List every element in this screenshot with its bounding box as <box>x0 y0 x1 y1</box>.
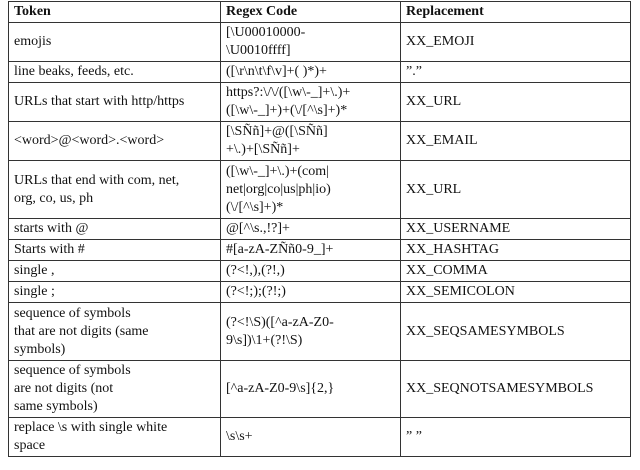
token-cell: single , <box>9 261 221 282</box>
table-row <box>9 361 631 418</box>
token-cell: sequence of symbols are not digits (not same symbols) <box>9 361 221 418</box>
regex-cell: #[a-zA-ZÑñ0-9_]+ <box>221 240 401 261</box>
token-cell: single ; <box>9 282 221 303</box>
regex-cell: ([\w\-_]+\.)+(com| net|org|co|us|ph|io) (\/[^\s]+)* <box>221 161 401 219</box>
replacement-cell: XX_URL <box>401 83 631 122</box>
replacement-cell: XX_EMAIL <box>401 122 631 161</box>
regex-cell: (?<!;);(?!;) <box>221 282 401 303</box>
table-row <box>9 161 631 219</box>
replacement-cell: XX_SEQSAMESYMBOLS <box>401 303 631 361</box>
table-row <box>9 219 631 240</box>
token-cell: sequence of symbols that are not digits (same symbols) <box>9 303 221 361</box>
table-row <box>9 282 631 303</box>
replacement-cell: XX_COMMA <box>401 261 631 282</box>
replacement-cell: XX_USERNAME <box>401 219 631 240</box>
token-cell: starts with @ <box>9 219 221 240</box>
regex-cell: @[^\s.,!?]+ <box>221 219 401 240</box>
table-row <box>9 303 631 361</box>
replacement-cell: XX_URL <box>401 161 631 219</box>
regex-cell: (?<!,),(?!,) <box>221 261 401 282</box>
regex-cell: [\U00010000- \U0010ffff] <box>221 23 401 62</box>
token-cell: line beaks, feeds, etc. <box>9 62 221 83</box>
regex-cell: (?<!\S)([^a-zA-Z0- 9\s])\1+(?!\S) <box>221 303 401 361</box>
table-row <box>9 261 631 282</box>
replacement-cell: XX_SEMICOLON <box>401 282 631 303</box>
token-cell: <word>@<word>.<word> <box>9 122 221 161</box>
token-cell: Starts with # <box>9 240 221 261</box>
replacement-cell: XX_EMOJI <box>401 23 631 62</box>
regex-cell: ([\r\n\t\f\v]+( )*)+ <box>221 62 401 83</box>
regex-cell: \s\s+ <box>221 418 401 457</box>
replacement-cell: ”.” <box>401 62 631 83</box>
token-cell: URLs that start with http/https <box>9 83 221 122</box>
table-row <box>9 23 631 62</box>
token-cell: replace \s with single white space <box>9 418 221 457</box>
token-cell: emojis <box>9 23 221 62</box>
header-regex: Regex Code <box>221 2 401 23</box>
table-row <box>9 62 631 83</box>
replacement-cell: XX_SEQNOTSAMESYMBOLS <box>401 361 631 418</box>
table-row <box>9 122 631 161</box>
table-row <box>9 83 631 122</box>
regex-cell: [\SÑñ]+@([\SÑñ] +\.)+[\SÑñ]+ <box>221 122 401 161</box>
header-row <box>9 2 631 23</box>
token-cell: URLs that end with com, net, org, co, us, ph <box>9 161 221 219</box>
replacement-cell: ” ” <box>401 418 631 457</box>
header-replacement: Replacement <box>401 2 631 23</box>
replacement-cell: XX_HASHTAG <box>401 240 631 261</box>
regex-cell: https?:\/\/([\w\-_]+\.)+ ([\w\-_]+)+(\/[^\s]+)* <box>221 83 401 122</box>
regex-table <box>8 1 631 457</box>
regex-cell: [^a-zA-Z0-9\s]{2,} <box>221 361 401 418</box>
table-row <box>9 418 631 457</box>
header-token: Token <box>9 2 221 23</box>
table-row <box>9 240 631 261</box>
